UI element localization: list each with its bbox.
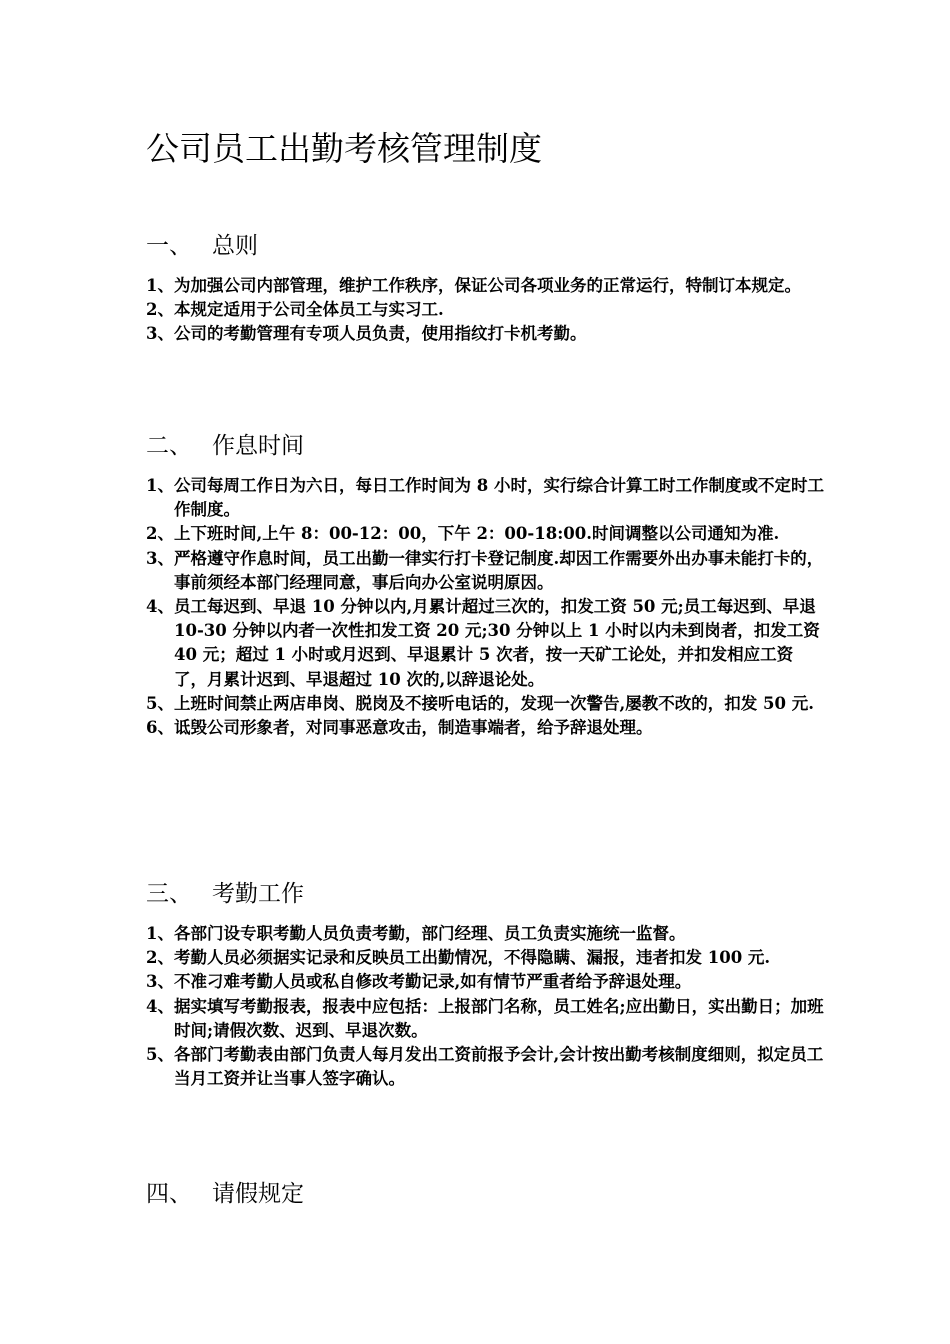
section-title: 请假规定 xyxy=(212,1181,304,1207)
item-number: 2、 xyxy=(146,948,174,968)
section-number: 一、 xyxy=(146,233,192,259)
item-number: 1、 xyxy=(146,276,174,295)
item-text: 考勤人员必须据实记录和反映员工出勤情况，不得隐瞒、漏报，违者扣发 100 元. xyxy=(174,948,771,968)
section-items xyxy=(146,474,826,740)
item-text: 据实填写考勤报表，报表中应包括：上报部门名称，员工姓名;应出勤日，实出勤日；加班时间;请假次数、迟到、早退次数。 xyxy=(174,996,824,1040)
list-item xyxy=(146,995,826,1043)
item-text: 上下班时间,上午 8：00-12：00，下午 2：00-18:00.时间调整以公司通知为准. xyxy=(174,524,780,544)
section-items xyxy=(146,922,826,1091)
list-item xyxy=(146,922,826,946)
item-text: 诋毁公司形象者，对同事恶意攻击，制造事端者，给予辞退处理。 xyxy=(174,718,653,738)
list-item xyxy=(146,716,826,740)
item-text: 员工每迟到、早退 10 分钟以内,月累计超过三次的，扣发工资 50 元;员工每迟到、早退 10-30 分钟以内者一次性扣发工资 20 元;30 分钟以上 1 小时以内未到岗者，扣发工资 40 元；超过 1 小时或月迟到、早退累计 5 次者，按一天矿工论处，并扣发相应工资了，月累计迟到、早退超过 10 次的,以辞退论处。 xyxy=(174,597,820,689)
list-item xyxy=(146,946,826,970)
item-number: 3、 xyxy=(146,548,174,568)
section-heading xyxy=(146,876,826,912)
item-text: 各部门考勤表由部门负责人每月发出工资前报予会计,会计按出勤考核制度细则，拟定员工当月工资并让当事人签字确认。 xyxy=(174,1045,824,1089)
list-item xyxy=(146,298,826,322)
section-leave-rules xyxy=(146,1176,826,1212)
list-item xyxy=(146,1043,826,1091)
item-text: 公司的考勤管理有专项人员负责，使用指纹打卡机考勤。 xyxy=(174,324,587,344)
item-number: 5、 xyxy=(146,693,174,713)
section-heading xyxy=(146,428,826,464)
item-number: 2、 xyxy=(146,524,174,544)
section-number: 四、 xyxy=(146,1181,192,1207)
list-item xyxy=(146,474,826,522)
item-text: 严格遵守作息时间，员工出勤一律实行打卡登记制度.却因工作需要外出办事未能打卡的，事前须经本部门经理同意，事后向办公室说明原因。 xyxy=(174,548,824,592)
item-number: 2、 xyxy=(146,300,174,320)
section-heading xyxy=(146,228,826,264)
item-text: 为加强公司内部管理，维护工作秩序，保证公司各项业务的正常运行，特制订本规定。 xyxy=(174,276,801,295)
section-items xyxy=(146,274,826,347)
section-title: 作息时间 xyxy=(212,433,304,459)
section-general xyxy=(146,228,826,347)
list-item xyxy=(146,547,826,595)
section-title: 总则 xyxy=(212,233,258,259)
document-title: 公司员工出勤考核管理制度 xyxy=(146,129,542,168)
list-item xyxy=(146,522,826,546)
item-text: 公司每周工作日为六日，每日工作时间为 8 小时，实行综合计算工时工作制度或不定时工作制度。 xyxy=(174,476,824,520)
section-work-hours xyxy=(146,428,826,740)
item-number: 6、 xyxy=(146,718,174,738)
section-heading xyxy=(146,1176,826,1212)
list-item xyxy=(146,970,826,994)
section-number: 三、 xyxy=(146,881,192,907)
list-item xyxy=(146,692,826,716)
item-text: 不准刁难考勤人员或私自修改考勤记录,如有情节严重者给予辞退处理。 xyxy=(174,972,692,992)
item-number: 4、 xyxy=(146,996,174,1016)
item-number: 4、 xyxy=(146,597,174,617)
list-item xyxy=(146,322,826,346)
item-number: 3、 xyxy=(146,324,174,344)
section-number: 二、 xyxy=(146,433,192,459)
item-text: 上班时间禁止两店串岗、脱岗及不接听电话的，发现一次警告,屡教不改的，扣发 50 元. xyxy=(174,693,814,713)
item-text: 各部门设专职考勤人员负责考勤，部门经理、员工负责实施统一监督。 xyxy=(174,924,686,943)
item-number: 1、 xyxy=(146,924,174,943)
list-item xyxy=(146,274,826,298)
list-item xyxy=(146,595,826,692)
item-number: 3、 xyxy=(146,972,174,992)
item-text: 本规定适用于公司全体员工与实习工. xyxy=(174,300,444,320)
item-number: 5、 xyxy=(146,1045,174,1065)
section-attendance-work xyxy=(146,876,826,1091)
item-number: 1、 xyxy=(146,476,174,495)
section-title: 考勤工作 xyxy=(212,881,304,907)
